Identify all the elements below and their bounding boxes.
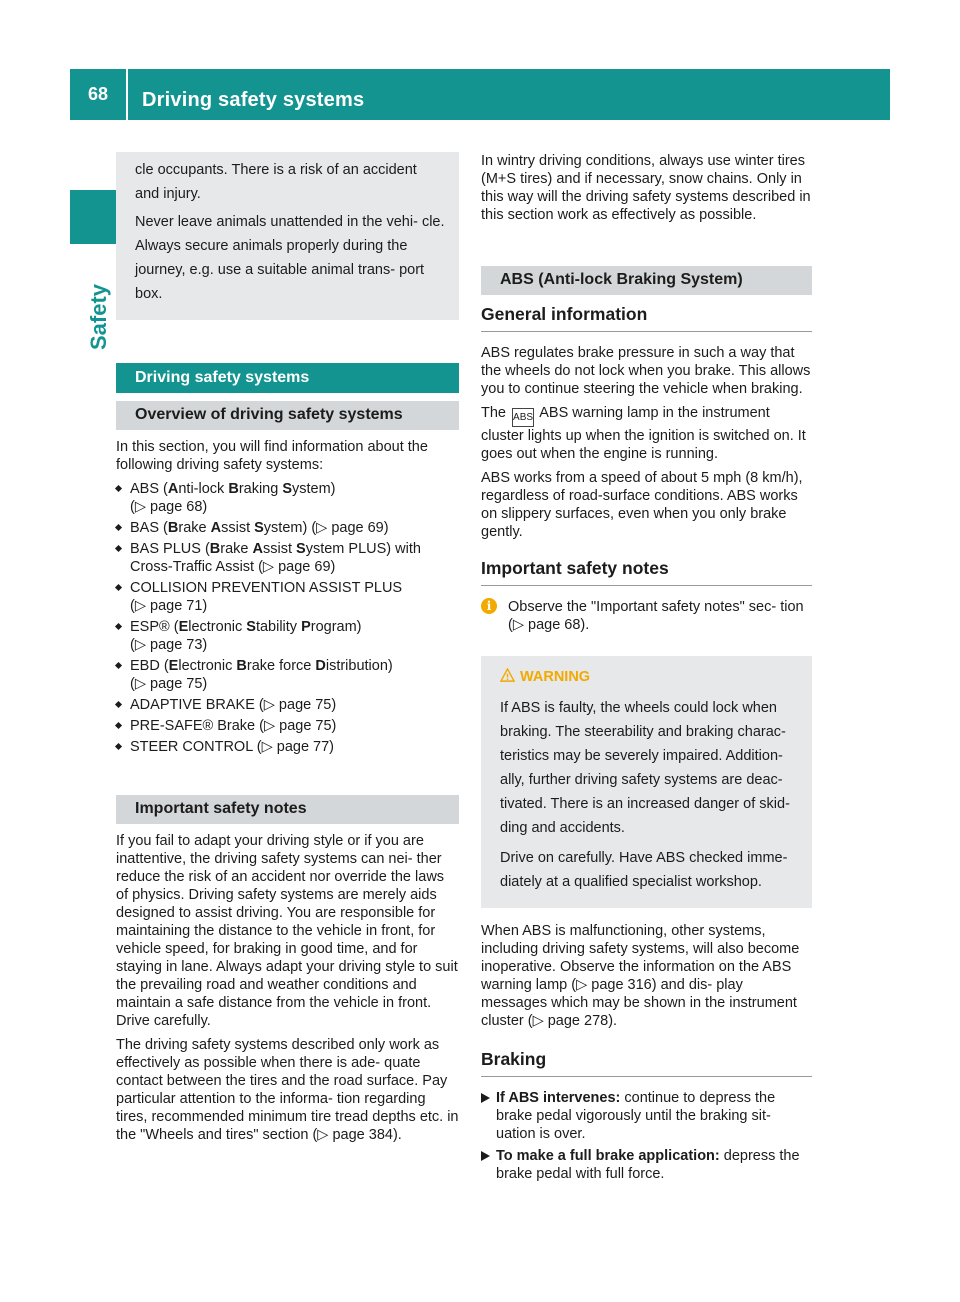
page-number: 68 <box>87 84 109 104</box>
header-divider <box>126 69 128 120</box>
side-tab-label: Safety <box>86 283 111 351</box>
overview-heading: Overview of driving safety systems <box>116 401 459 430</box>
braking-heading: Braking <box>481 1050 812 1077</box>
intro-text-2: Never leave animals unattended in the vehi- cle. Always secure animals properly during the journey, e.g. use a suitable animal trans- port box. <box>135 214 445 302</box>
warning-triangle-icon <box>500 668 515 683</box>
general-paragraph-2: The ABS ABS warning lamp in the instrument cluster lights up when the ignition is switched on. It goes out when the engine is running. <box>481 405 806 462</box>
section-banner: Driving safety systems <box>116 363 459 393</box>
warning-title: WARNING <box>500 666 800 688</box>
right-column <box>481 152 812 1187</box>
warning-paragraph-1: If ABS is faulty, the wheels could lock when braking. The steerability and braking charac- teristics may be severely impaired. Addition- ally, further driving safety systems are deac- tivated. There is an increased danger of skid- ding and accidents. <box>500 700 790 836</box>
intro-box <box>116 152 459 320</box>
list-item: ESP® (Electronic Stability Program) (▷ page 73) <box>116 618 459 654</box>
page-reference[interactable]: Cross-Traffic Assist (▷ page 69) <box>130 559 336 575</box>
list-item: BAS (Brake Assist System) (▷ page 69) <box>116 519 459 537</box>
page-reference[interactable]: (▷ page 75) <box>130 676 208 692</box>
info-text: Observe the "Important safety notes" sec- tion (▷ page 68). <box>508 599 804 633</box>
malfunction-paragraph: When ABS is malfunctioning, other systems, including driving safety systems, will also become inoperative. Observe the information on the ABS warning lamp (▷ page 316) and dis- play messages which may be shown in the instrument cluster (▷ page 278). <box>481 923 800 1029</box>
page-reference[interactable]: (▷ page 68) <box>130 499 208 515</box>
systems-list <box>116 480 459 756</box>
list-item: STEER CONTROL (▷ page 77) <box>116 738 459 756</box>
list-item: BAS PLUS (Brake Assist System PLUS) with Cross-Traffic Assist (▷ page 69) <box>116 540 459 576</box>
info-icon: i <box>481 598 497 614</box>
step-arrow-icon <box>481 1093 490 1103</box>
warning-box <box>481 656 812 908</box>
warning-paragraph-2: Drive on carefully. Have ABS checked imme- diately at a qualified specialist workshop. <box>500 850 788 890</box>
page-reference[interactable]: (▷ page 73) <box>130 637 208 653</box>
page-reference[interactable]: (▷ page 71) <box>130 598 208 614</box>
notes-paragraph-1: If you fail to adapt your driving style or if you are inattentive, the driving safety systems can nei- ther reduce the risk of an accident nor override the laws of physics. Driving safety systems are merely aids designed to assist driving. You are responsible for maintaining the distance to the vehicle in front, for vehicle speed, for braking in good time, and for staying in lane. Always adapt your driving style to suit the prevailing road and weather conditions and maintain a safe distance from the vehicle in front. Drive carefully. <box>116 833 458 1029</box>
notes-paragraph-2: The driving safety systems described only work as effectively as possible when there is ade- quate contact between the tires and the road surface. Pay particular attention to the informa- tion regarding tires, recommended minimum tire tread depths etc. in the "Wheels and tires" section (▷ page 384). <box>116 1037 459 1143</box>
page-title: Driving safety systems <box>142 89 365 111</box>
list-item: EBD (Electronic Brake force Distribution) (▷ page 75) <box>116 657 459 693</box>
general-info-heading: General information <box>481 305 812 332</box>
general-paragraph-1: ABS regulates brake pressure in such a way that the wheels do not lock when you brake. This allows you to continue steering the vehicle when braking. <box>481 345 811 397</box>
step-arrow-icon <box>481 1151 490 1161</box>
list-item: PRE-SAFE® Brake (▷ page 75) <box>116 717 459 735</box>
step-item: To make a full brake application: depress the brake pedal with full force. <box>481 1147 812 1183</box>
safety-notes-heading: Important safety notes <box>481 559 812 586</box>
left-column <box>116 152 459 1150</box>
list-item: ADAPTIVE BRAKE (▷ page 75) <box>116 696 459 714</box>
abs-warning-lamp-icon: ABS <box>512 408 534 427</box>
list-item: COLLISION PREVENTION ASSIST PLUS (▷ page 71) <box>116 579 459 615</box>
info-note <box>481 598 812 634</box>
general-paragraph-3: ABS works from a speed of about 5 mph (8 km/h), regardless of road-surface conditions. ABS works on slippery surfaces, even when you only brake gently. <box>481 470 803 540</box>
intro-text-1: cle occupants. There is a risk of an accident and injury. <box>135 162 417 202</box>
winter-paragraph: In wintry driving conditions, always use winter tires (M+S tires) and if necessary, snow chains. Only in this way will the driving safety systems described in this section work as effectively as possible. <box>481 153 811 223</box>
notes-heading: Important safety notes <box>116 795 459 824</box>
abs-heading: ABS (Anti-lock Braking System) <box>481 266 812 295</box>
overview-intro: In this section, you will find information about the following driving safety systems: <box>116 439 428 473</box>
list-item: ABS (Anti-lock Braking System) (▷ page 68) <box>116 480 459 516</box>
step-item: If ABS intervenes: continue to depress the brake pedal vigorously until the braking sit- uation is over. <box>481 1089 812 1143</box>
